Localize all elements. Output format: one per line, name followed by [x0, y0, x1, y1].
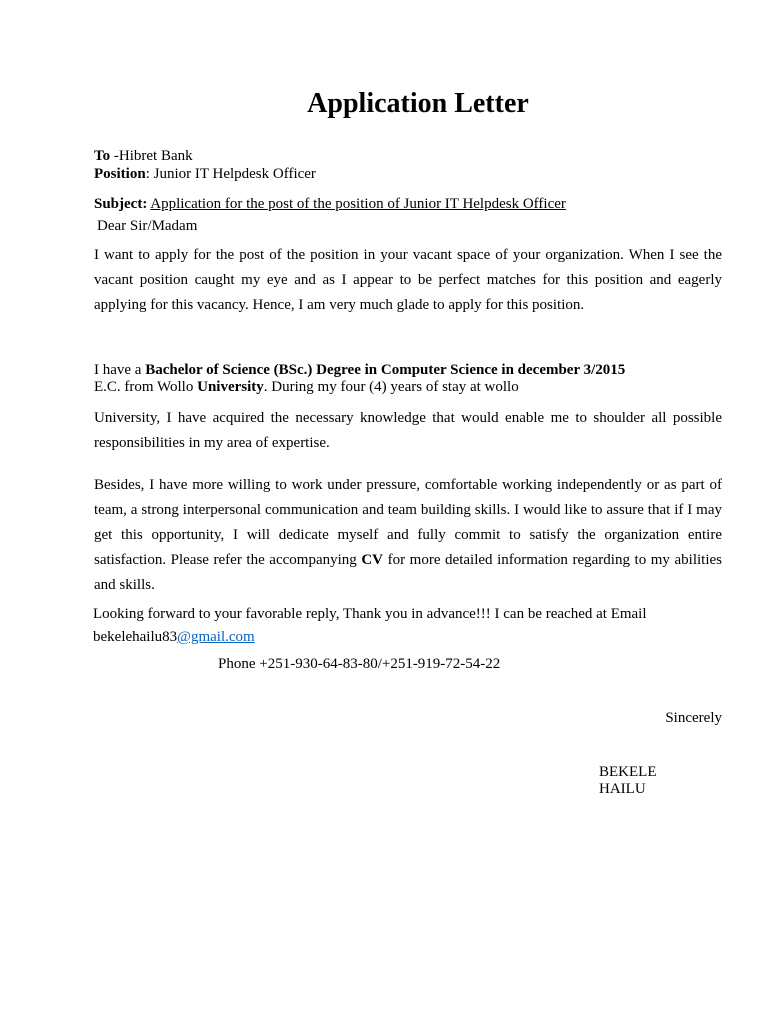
recipient-value: -Hibret Bank — [110, 148, 193, 164]
subject-line — [94, 194, 566, 214]
email-user: bekelehailu83 — [93, 629, 178, 645]
letter-title: Application Letter — [307, 88, 529, 119]
subject-label: Subject: — [94, 196, 148, 212]
signature-last-name: HAILU — [599, 781, 646, 797]
closing-line: Looking forward to your favorable reply, Thank you in advance!!! I can be reached at Email — [93, 606, 647, 622]
university-word: University — [197, 379, 264, 395]
skills-text-2: for more detailed information regarding to my abilities and skills. — [94, 552, 722, 593]
position-value: : Junior IT Helpdesk Officer — [145, 166, 316, 182]
email-link[interactable]: @gmail.com — [177, 629, 255, 645]
recipient-line — [94, 146, 193, 166]
degree-title: Bachelor of Science (BSc.) Degree in Computer Science in december 3/2015 — [145, 362, 626, 378]
cv-word: CV — [361, 552, 384, 568]
degree-line-2-prefix: E.C. from Wollo — [94, 379, 198, 395]
paragraph-skills — [94, 473, 722, 598]
phone-line: Phone +251-930-64-83-80/+251-919-72-54-22 — [218, 656, 501, 672]
paragraph-intro: I want to apply for the post of the position in your vacant space of your organization. When I see the vacant position caught my eye and as I appear to be perfect matches for this position and eagerly applying for this vacancy. Hence, I am very much glade to apply for this position. — [94, 247, 722, 313]
salutation: Dear Sir/Madam — [97, 218, 198, 234]
paragraph-knowledge: University, I have acquired the necessary knowledge that would enable me to shoulder all possible responsibilities in my area of expertise. — [94, 410, 722, 451]
degree-line-2-suffix: . During my four (4) years of stay at wollo — [263, 379, 519, 395]
degree-prefix: I have a — [94, 362, 146, 378]
skills-text-1: Besides, I have more willing to work under pressure, comfortable working independently or as part of team, a strong interpersonal communication and team building skills. I would like to assure that if I may get this opportunity, I will dedicate myself and fully commit to satisfy the organization entire satisfaction. Please refer the accompanying — [94, 477, 722, 568]
signature-first-name: BEKELE — [599, 764, 657, 780]
degree-line-2 — [94, 377, 519, 397]
subject-value: Application for the post of the position of Junior IT Helpdesk Officer — [150, 196, 566, 212]
email-line — [93, 627, 255, 647]
to-label: To — [94, 148, 111, 164]
position-line — [94, 164, 316, 184]
position-label: Position — [94, 166, 146, 182]
sign-off: Sincerely — [665, 710, 722, 726]
